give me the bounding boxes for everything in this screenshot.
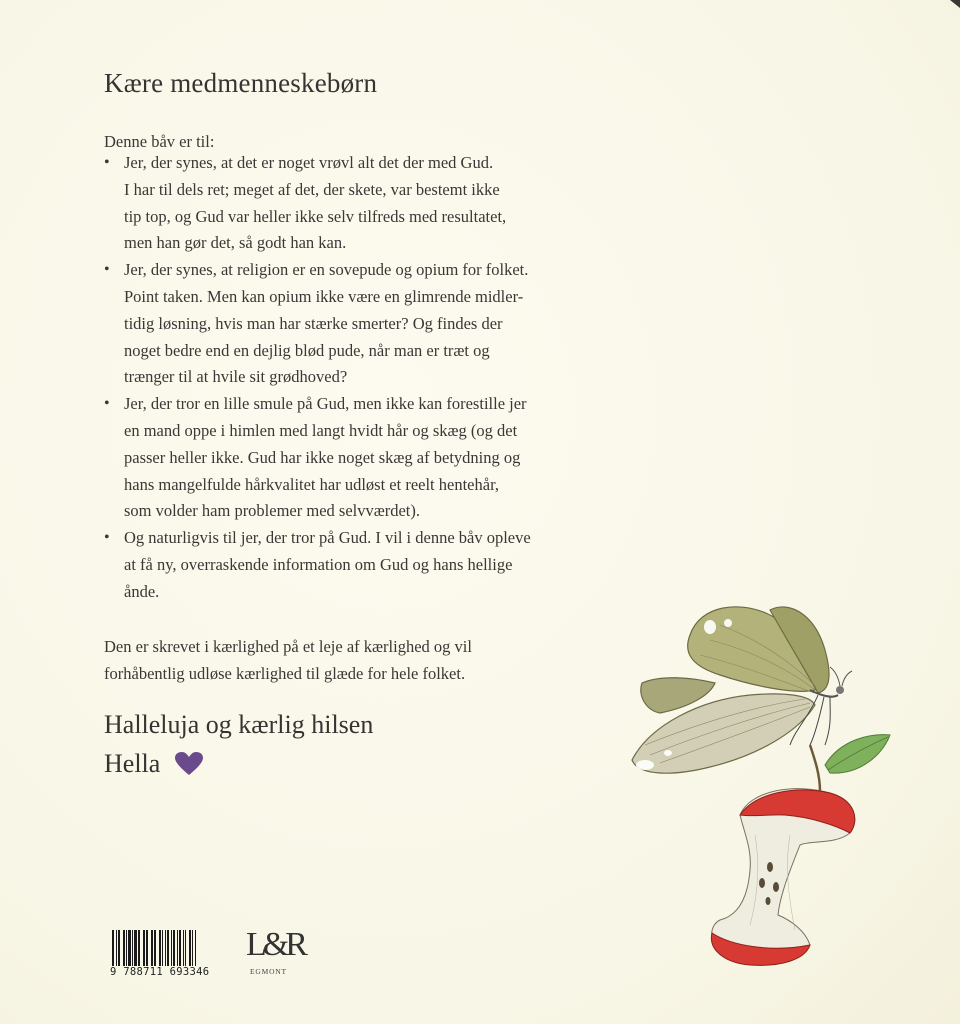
bullet-line: som volder ham problemer med selvværdet). [124, 501, 421, 521]
apple-core [711, 789, 854, 966]
publisher-logo [246, 926, 304, 978]
intro-text: Denne båv er til: [104, 132, 215, 151]
butterfly-apple-illustration [620, 595, 910, 985]
bullet-line: Point taken. Men kan opium ikke være en glimrende midler- [124, 286, 524, 306]
bullet-line: tip top, og Gud var heller ikke selv tilfreds med resultatet, [124, 206, 507, 226]
barcode-bar [128, 930, 131, 966]
bullet-line: trænger til at hvile sit grødhoved? [124, 367, 348, 387]
bullet-line: men han gør det, så godt han kan. [124, 233, 347, 253]
barcode-bar [179, 930, 181, 966]
bullet-item [104, 525, 624, 605]
bullet-line: at få ny, overraskende information om Gud og hans hellige [124, 554, 513, 574]
barcode-bar [189, 930, 191, 966]
bullet-item [104, 257, 624, 391]
bullet-line: ånde. [124, 581, 160, 601]
bullet-dot: • [104, 154, 110, 171]
closing-paragraph [104, 634, 624, 688]
bullet-line: Jer, der synes, at det er noget vrøvl alt det der med Gud. [124, 153, 494, 172]
bullet-dot: • [104, 261, 110, 279]
heart-icon [174, 751, 204, 777]
barcode-bar [116, 930, 117, 966]
closing-line: forhåbentlig udløse kærlighed til glæde for hele folket. [104, 663, 466, 683]
bullet-item [104, 391, 624, 525]
barcode-bars [110, 930, 242, 966]
barcode-bar [167, 930, 169, 966]
barcode-bar [171, 930, 172, 966]
barcode-bar [132, 930, 133, 966]
barcode-bar [165, 930, 166, 966]
barcode-bar [183, 930, 184, 966]
bullet-line: tidig løsning, hvis man har stærke smerter? Og findes der [124, 313, 503, 333]
barcode-bar [177, 930, 178, 966]
bullet-line: Jer, der tror en lille smule på Gud, men ikke kan forestille jer [124, 394, 527, 414]
barcode-digits: 9 788711 693346 [110, 966, 210, 978]
bullet-dot: • [104, 395, 110, 413]
barcode-bar [134, 930, 137, 966]
publisher-name: EGMONT [250, 967, 287, 976]
page-title: Kære medmenneskebørn [104, 68, 378, 98]
bullet-line: passer heller ikke. Gud har ikke noget skæg af betydning og [124, 447, 521, 467]
barcode-bar [112, 930, 114, 966]
butterfly [632, 607, 852, 773]
bullet-list [104, 150, 624, 606]
bullet-item [104, 150, 624, 257]
barcode-bar [151, 930, 153, 966]
bullet-line: I har til dels ret; meget af det, der skete, var bestemt ikke [124, 179, 500, 199]
bullet-line: en mand oppe i himlen med langt hvidt hår og skæg (og det [124, 420, 518, 440]
barcode-bar [195, 930, 196, 966]
barcode-bar [146, 930, 148, 966]
isbn-barcode [110, 930, 240, 982]
barcode-bar [138, 930, 140, 966]
barcode-bar [126, 930, 127, 966]
signoff-text: Halleluja og kærlig hilsen [104, 710, 374, 739]
barcode-bar [185, 930, 186, 966]
corner-mark [948, 0, 960, 12]
bullet-dot: • [104, 529, 110, 547]
bullet-line: noget bedre end en dejlig blød pude, når man er træt og [124, 340, 490, 360]
closing-line: Den er skrevet i kærlighed på et leje af kærlighed og vil [104, 637, 472, 656]
barcode-bar [192, 930, 193, 966]
barcode-bar [154, 930, 156, 966]
barcode-bar [173, 930, 175, 966]
signature-line [104, 749, 204, 779]
barcode-bar [159, 930, 161, 966]
publisher-mark: L&R [246, 926, 304, 963]
apple-stem [810, 745, 820, 791]
barcode-bar [143, 930, 145, 966]
barcode-bar [162, 930, 163, 966]
bullet-line: hans mangelfulde hårkvalitet har udløst et reelt hentehår, [124, 474, 500, 494]
bullet-line: Jer, der synes, at religion er en sovepude og opium for folket. [124, 260, 529, 280]
barcode-bar [123, 930, 125, 966]
bullet-line: Og naturligvis til jer, der tror på Gud. I vil i denne båv opleve [124, 528, 531, 548]
barcode-bar [118, 930, 120, 966]
signature-name: Hella [104, 749, 161, 778]
